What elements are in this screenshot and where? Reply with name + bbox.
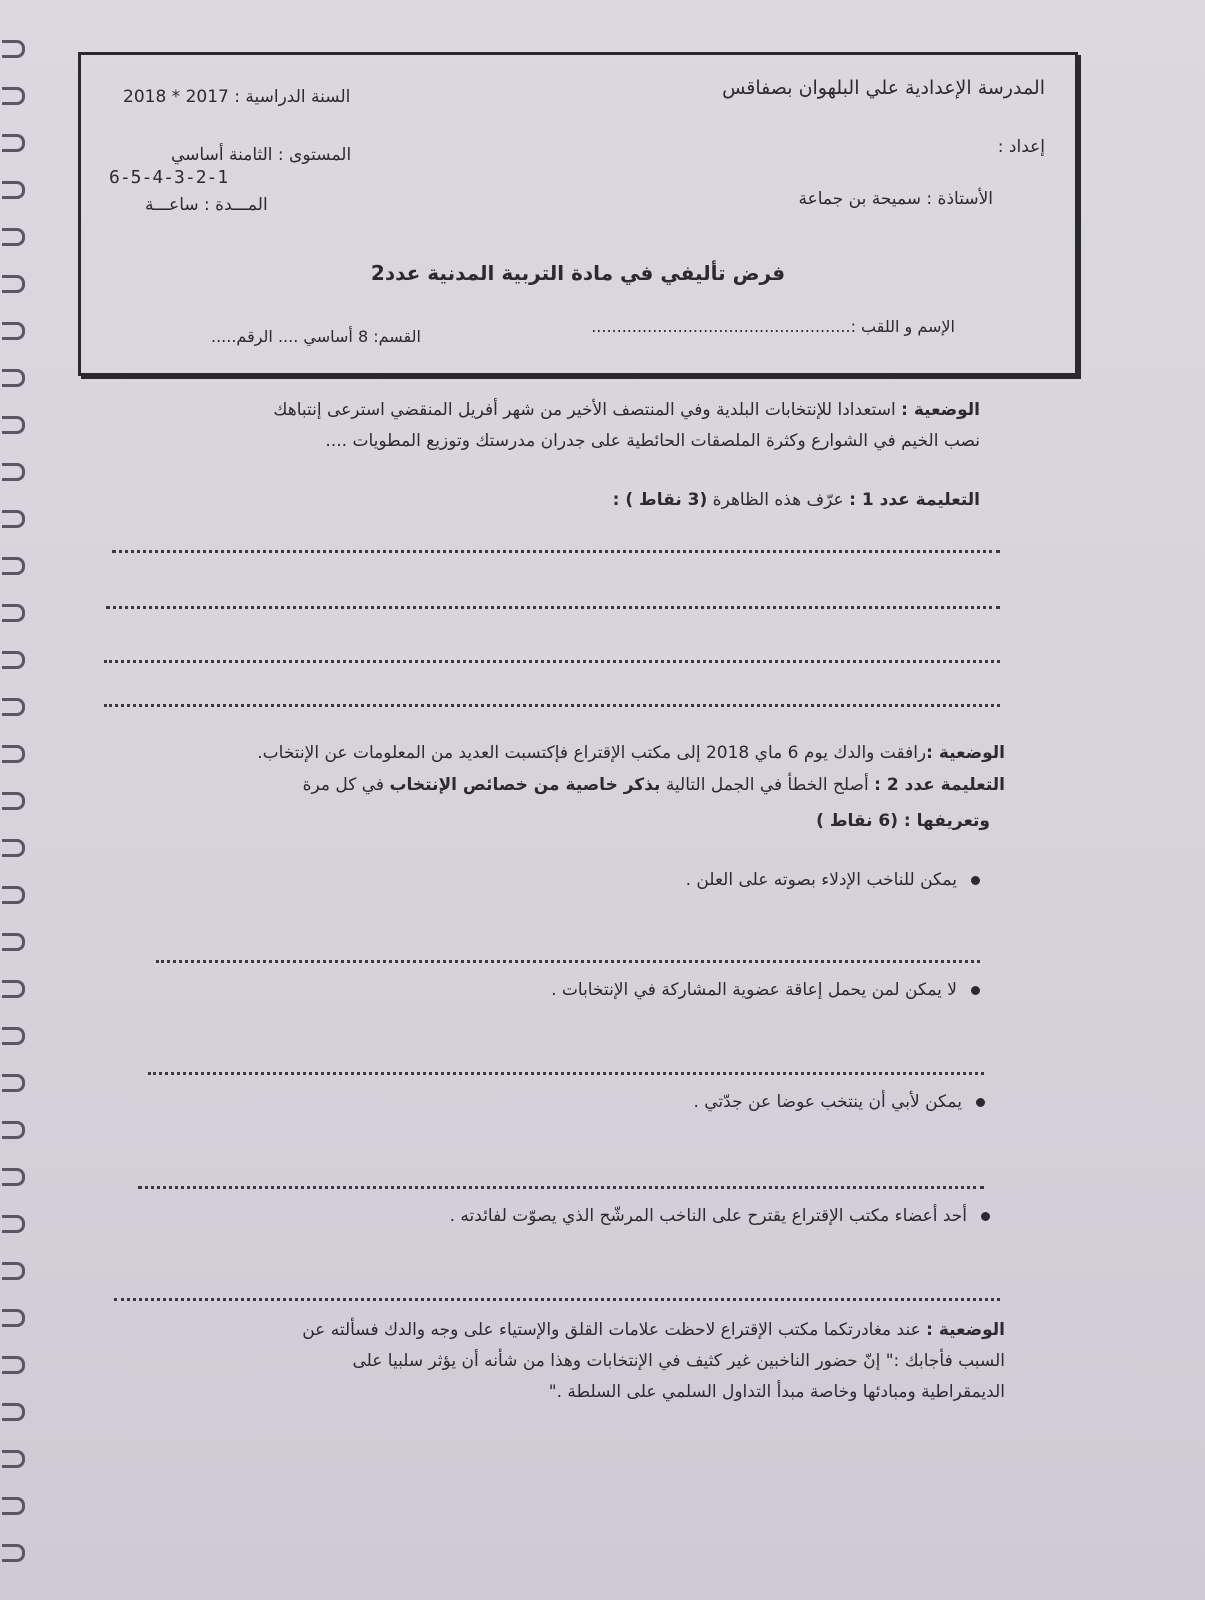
bullet-icon <box>971 986 980 995</box>
spiral-ring <box>2 1168 25 1186</box>
teacher-name: الأستاذة : سميحة بن جماعة <box>798 189 993 209</box>
situation-3-line2: السبب فأجابك :" إنّ حضور الناخبين غير كثيف في الإنتخابات وهذا من شأنه أن يؤثر سلبيا على <box>352 1351 1005 1371</box>
answer-line <box>156 960 980 963</box>
instruction-1-points: (3 نقاط ) : <box>612 490 708 510</box>
instruction-1-text: عرّف هذه الظاهرة <box>712 490 844 510</box>
spiral-ring <box>2 1403 25 1421</box>
spiral-ring <box>2 322 25 340</box>
item-4-text: أحد أعضاء مكتب الإقتراع يقترح على الناخب المرشّح الذي يصوّت لفائدته . <box>449 1206 967 1226</box>
spiral-ring <box>2 980 25 998</box>
instruction-1 <box>613 485 980 516</box>
spiral-ring <box>2 1497 25 1515</box>
situation-3-label: الوضعية : <box>926 1320 1005 1340</box>
situation-1-line2: نصب الخيم في الشوارع وكثرة الملصقات الحائطية على جدران مدرستك وتوزيع المطويات .... <box>325 431 980 451</box>
answer-line <box>148 1072 984 1075</box>
spiral-ring <box>2 369 25 387</box>
bullet-icon <box>976 1098 985 1107</box>
list-item <box>551 980 980 1000</box>
instruction-2-text-b: بذكر خاصية من خصائص الإنتخاب <box>389 775 661 795</box>
spiral-ring <box>2 463 25 481</box>
student-name-field: الإسم و اللقب :................................................... <box>591 317 955 336</box>
bullet-icon <box>981 1212 990 1221</box>
spiral-ring <box>2 275 25 293</box>
answer-line <box>104 660 1000 663</box>
instruction-2 <box>303 770 1005 801</box>
bullet-icon <box>971 876 980 885</box>
situation-1-label: الوضعية : <box>901 400 980 420</box>
answer-line <box>112 550 1000 553</box>
school-year: السنة الدراسية : 2017 * 2018 <box>123 87 351 107</box>
spiral-ring <box>2 510 25 528</box>
item-3-text: يمكن لأبي أن ينتخب عوضا عن جدّتي . <box>693 1092 962 1112</box>
spiral-binding <box>0 0 28 1600</box>
instruction-2-text-a: أصلح الخطأ في الجمل التالية <box>665 775 869 795</box>
spiral-ring <box>2 1309 25 1327</box>
answer-line <box>104 704 1000 707</box>
spiral-ring <box>2 1121 25 1139</box>
spiral-ring <box>2 181 25 199</box>
answer-line <box>106 606 1000 609</box>
spiral-ring <box>2 1027 25 1045</box>
spiral-ring <box>2 792 25 810</box>
instruction-2-label: التعليمة عدد 2 : <box>874 775 1005 795</box>
list-item <box>450 1206 990 1226</box>
spiral-ring <box>2 1215 25 1233</box>
situation-1-line1: استعدادا للإنتخابات البلدية وفي المنتصف الأخير من شهر أفريل المنقضي استرعى إنتباهك <box>273 400 896 420</box>
spiral-ring <box>2 604 25 622</box>
exam-title: فرض تأليفي في مادة التربية المدنية عدد2 <box>370 261 786 285</box>
item-1-text: يمكن للناخب الإدلاء بصوته على العلن . <box>685 870 957 890</box>
spiral-ring <box>2 557 25 575</box>
spiral-ring <box>2 40 25 58</box>
situation-1 <box>120 395 980 457</box>
spiral-ring <box>2 1544 25 1562</box>
spiral-ring <box>2 1450 25 1468</box>
classes-handwritten: 6-5-4-3-2-1 <box>109 167 229 188</box>
situation-3-line1: عند مغادرتكما مكتب الإقتراع لاحظت علامات القلق والإستياء على وجه والدك فسألته عن <box>302 1320 921 1340</box>
spiral-ring <box>2 134 25 152</box>
duration: المـــدة : ساعـــة <box>145 195 268 215</box>
spiral-ring <box>2 933 25 951</box>
level: المستوى : الثامنة أساسي <box>171 145 352 165</box>
answer-line <box>114 1298 1000 1301</box>
spiral-ring <box>2 698 25 716</box>
item-2-text: لا يمكن لمن يحمل إعاقة عضوية المشاركة في الإنتخابات . <box>551 980 957 1000</box>
spiral-ring <box>2 839 25 857</box>
situation-2 <box>257 738 1005 769</box>
situation-2-text: رافقت والدك يوم 6 ماي 2018 إلى مكتب الإقتراع فإكتسبت العديد من المعلومات عن الإنتخاب. <box>257 743 927 763</box>
answer-line <box>138 1186 984 1189</box>
spiral-ring <box>2 228 25 246</box>
instruction-1-label: التعليمة عدد 1 : <box>849 490 980 510</box>
spiral-ring <box>2 651 25 669</box>
spiral-ring <box>2 886 25 904</box>
spiral-ring <box>2 1356 25 1374</box>
spiral-ring <box>2 1074 25 1092</box>
spiral-ring <box>2 1262 25 1280</box>
situation-2-label: الوضعية : <box>926 743 1005 763</box>
spiral-ring <box>2 87 25 105</box>
list-item <box>693 1092 985 1112</box>
spiral-ring <box>2 745 25 763</box>
section-number-field: القسم: 8 أساسي .... الرقم..... <box>211 327 421 346</box>
list-item <box>686 870 980 890</box>
prepared-by: إعداد : <box>997 137 1045 157</box>
situation-3 <box>115 1315 1005 1408</box>
instruction-2-text-c: في كل مرة <box>302 775 385 795</box>
instruction-2-line2: وتعريفها : (6 نقاط ) <box>816 811 990 831</box>
spiral-ring <box>2 416 25 434</box>
situation-3-line3: الديمقراطية ومبادئها وخاصة مبدأ التداول السلمي على السلطة ." <box>548 1382 1005 1402</box>
school-name: المدرسة الإعدادية علي البلهوان بصفاقس <box>722 77 1045 99</box>
exam-header-box <box>78 52 1078 376</box>
